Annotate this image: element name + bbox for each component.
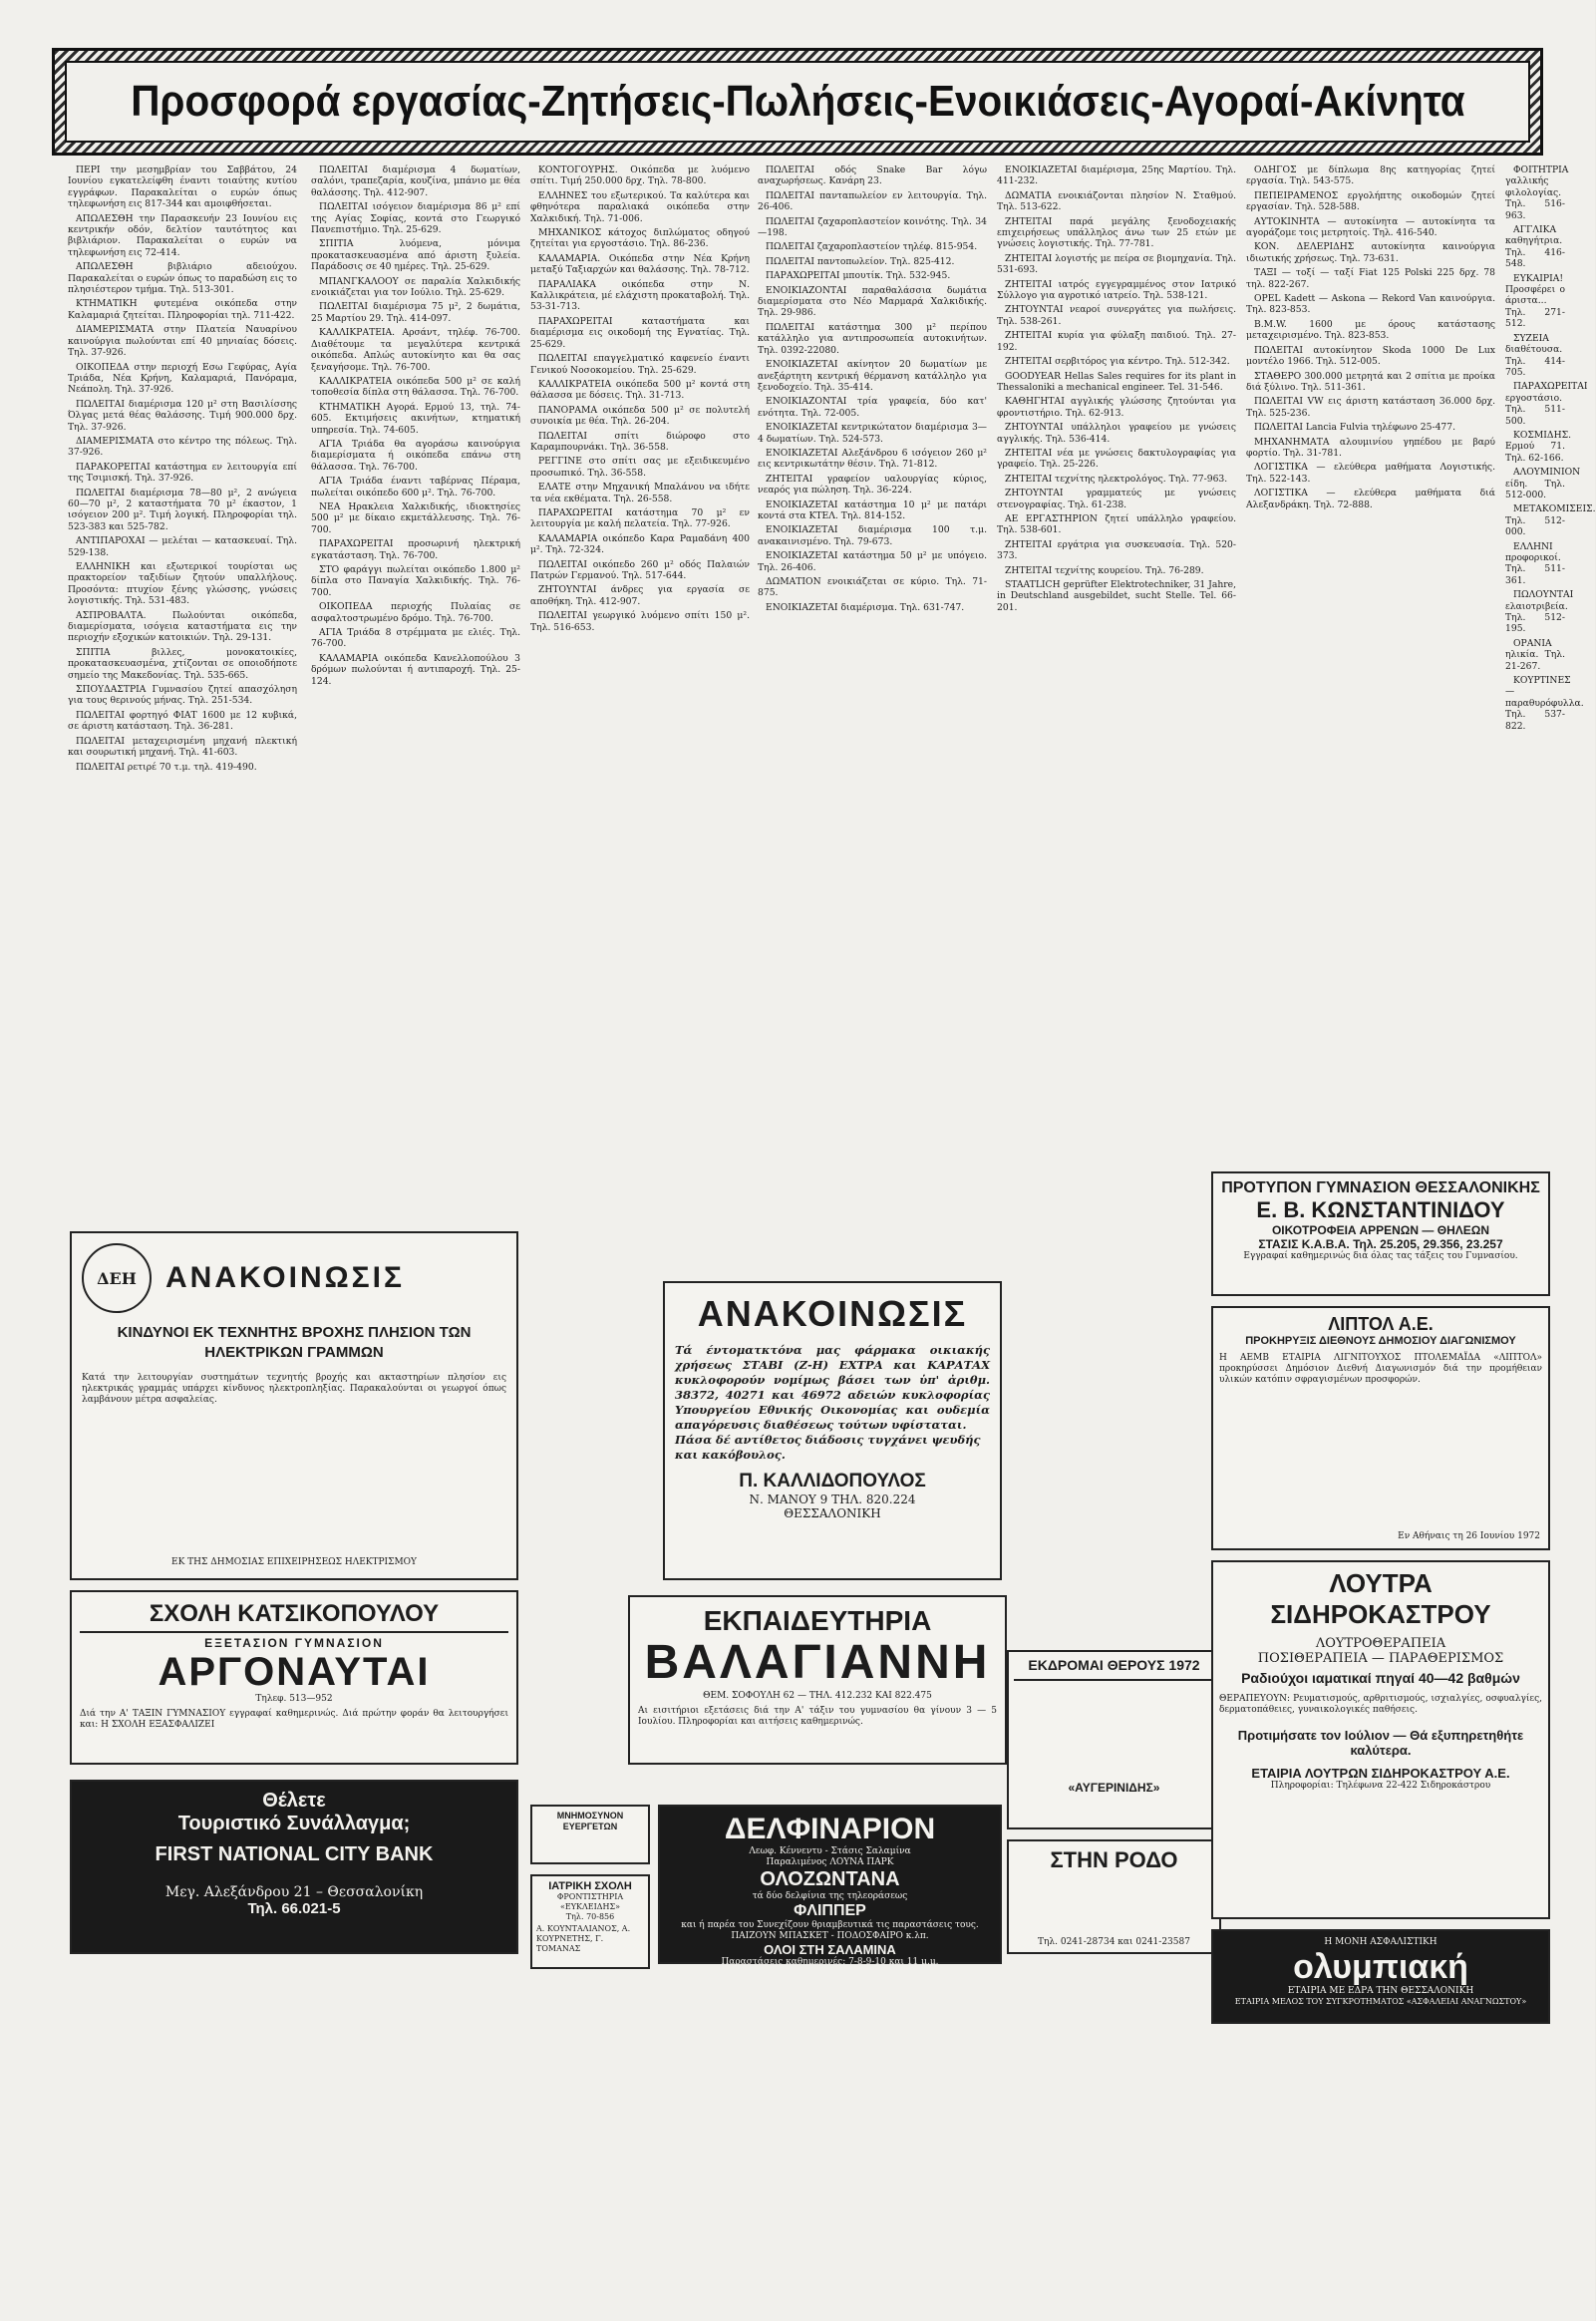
classified-ad: ΖΗΤΕΙΤΑΙ λογιστής με πείρα σε βιομηχανία. Τηλ. 531-693. [997, 252, 1236, 276]
iatriki-title: ΙΑΤΡΙΚΗ ΣΧΟΛΗ [548, 1880, 632, 1892]
classified-ad: ΠΩΛΕΙΤΑΙ ρετιρέ 70 τ.μ. τηλ. 419-490. [76, 761, 257, 773]
classified-ad: STAATLICH geprüfter Elektrotechniker, 31 Jahre, in Deutschland ausgebildet, sucht Stelle. Tel. 66-201. [997, 579, 1236, 613]
kallidopoulos-body2: Πάσα δέ αντίθετος διάδοσις τυγχάνει ψευδής και κακόβουλος. [675, 1433, 981, 1462]
classified-ad: ΚΤΗΜΑΤΙΚΗ Αγορά. Ερμού 13, τηλ. 74-605. Εκτιμήσεις ακινήτων, κτηματική υπηρεσία. Τηλ. 74-605. [311, 401, 520, 436]
classified-ad: ΠΩΛΕΙΤΑΙ πανταπωλείον εν λειτουργία. Τηλ. 26-406. [758, 189, 987, 213]
kallidopoulos-name: Π. ΚΑΛΛΙΔΟΠΟΥΛΟΣ [739, 1471, 926, 1492]
classified-ad: ΕΝΟΙΚΙΑΖΕΤΑΙ ακίνητον 20 δωματίων με ανεξάρτητη κεντρική θέρμανση κατάλληλο για ξενοδοχείο. Τηλ. 35-414. [758, 359, 987, 393]
classified-ad: ΛΟΓΙΣΤΙΚΑ — ελεύθερα μαθήματα Λογιστικής. Τηλ. 522-143. [1246, 462, 1495, 485]
kallidopoulos-city: ΘΕΣΣΑΛΟΝΙΚΗ [784, 1506, 881, 1520]
classified-ad: ΣΠΙΤΙΑ βιλλες, μονοκατοικίες, προκατασκευασμένα, χτίζονται σε οποιοδήποτε σημείο της Μακεδονίας. Τηλ. 535-665. [68, 646, 297, 681]
classified-ad: ΜΕΤΑΚΟΜΙΣΕΙΣ. Τηλ. 512-000. [1505, 503, 1596, 538]
classified-ad: ΠΩΛΕΙΤΑΙ αυτοκίνητον Skoda 1000 De Lux μοντέλο 1966. Τηλ. 512-005. [1246, 344, 1495, 368]
classified-ad: ΖΗΤΕΙΤΑΙ σερβιτόρος για κέντρο. Τηλ. 512-342. [1005, 356, 1230, 368]
classified-ad: ΣΠΟΥΔΑΣΤΡΙΑ Γυμνασίου ζητεί απασχόληση για τους θερινούς μήνας. Τηλ. 251-534. [68, 684, 297, 707]
classified-ad: ΠΑΡΑΚΟΡΕΙΤΑΙ κατάστημα εν λειτουργία επί της Τσιμισκή. Τηλ. 37-926. [68, 461, 297, 485]
bank-line2: Τουριστικό Συνάλλαγμα; [177, 1813, 411, 1834]
delfinarion-body: και ή παρέα του Συνεχίζουν θριαμβευτικά τις παραστάσεις τους. ΠΑΙΖΟΥΝ ΜΠΑΣΚΕΤ - ΠΟΔΟΣΦΑΙΡΟ κ.λπ. [681, 1920, 979, 1941]
bank-line1: Θέλετε [262, 1790, 326, 1812]
deh-logo: ΔΕΗ [82, 1243, 152, 1313]
classified-ad: ΑΓΙΑ Τριάδα 8 στρέμματα με ελιές. Τηλ. 76-700. [311, 627, 520, 650]
classified-ad: ΣΤΑΘΕΡΟ 300.000 μετρητά και 2 σπίτια με προίκα διά ξύλινο. Τηλ. 511-361. [1246, 370, 1495, 393]
school-phone: Τηλεφ. 513—952 [255, 1694, 333, 1704]
classified-ad: ΜΠΑΝΓΚΑΛΟΟΥ σε παραλία Χαλκιδικής ενοικιάζεται για τον Ιούλιο. Τηλ. 25-629. [311, 275, 520, 299]
classifieds-column-1 [68, 165, 297, 1216]
classified-ad: ΑΓΙΑ Τριάδα έναντι ταβέρνας Πέραμα, πωλείται οικόπεδο 600 μ². Τηλ. 76-700. [311, 476, 520, 498]
classified-ad: ΟΔΗΓΟΣ με δίπλωμα 8ης κατηγορίας ζητεί εργασία. Τηλ. 543-575. [1246, 165, 1495, 187]
classified-ad: ΚΤΗΜΑΤΙΚΗ φυτεμένα οικόπεδα στην Καλαμαριά ζητείται. Πληροφορίαι τηλ. 711-422. [68, 298, 297, 321]
liptol-title: ΛΙΠΤΟΛ Α.Ε. [1328, 1314, 1434, 1334]
classified-ad: ΠΑΡΑΧΩΡΕΙΤΑΙ εργοστάσιο. Τηλ. 511-500. [1505, 381, 1588, 427]
classified-ad: ΑΕ ΕΡΓΑΣΤΗΡΙΟΝ ζητεί υπάλληλο γραφείου. Τηλ. 538-601. [997, 512, 1236, 536]
classifieds-column-5 [997, 165, 1236, 1246]
school-argonautai-ad [70, 1590, 518, 1765]
classified-ad: ΟΡΑΝΙΑ ηλικία. Τηλ. 21-267. [1505, 637, 1565, 672]
classified-ad: ΖΗΤΟΥΝΤΑΙ υπάλληλοι γραφείου με γνώσεις αγγλικής. Τηλ. 536-414. [997, 422, 1236, 445]
classified-ad: ΕΛΛΗΝΙΚΗ και εξωτερικοί τουρίσται ως πρακτορείον ταξιδίων ζητούν υπαλλήλους. Προσόντα: πτυχίον ξένης γλώσσης, γνώσεις λογιστικής. Τηλ. 531-483. [68, 561, 297, 607]
classified-ad: ΠΩΛΕΙΤΑΙ κατάστημα 300 μ² περίπου κατάλληλο για αντιπροσωπεία αυτοκινήτων. Τηλ. 0392-22080. [758, 321, 987, 356]
olympiaki-name: ολυμπιακή [1293, 1948, 1468, 1986]
classified-ad: B.M.W. 1600 με όρους κατάστασης μεταχειρισμένο. Τηλ. 823-853. [1246, 318, 1495, 342]
classified-ad: ΚΑΛΑΜΑΡΙΑ οικόπεδα Κανελλοπούλου 3 δρόμων πωλούνται ή αντιπαροχή. Τηλ. 25-124. [311, 652, 520, 687]
rhodes-ad [1007, 1839, 1221, 1954]
classified-ad: ΜΗΧΑΝΗΜΑΤΑ αλουμινίου γηπέδου με βαρύ φορτίο. Τηλ. 31-781. [1246, 436, 1495, 459]
classified-ad: ΖΗΤΟΥΝΤΑΙ γραμματεύς με γνώσεις στενογραφίας. Τηλ. 61-238. [997, 488, 1236, 510]
deh-title: ΑΝΑΚΟΙΝΩΣΙΣ [165, 1261, 406, 1294]
classified-ad: ΔΙΑΜΕΡΙΣΜΑΤΑ στο κέντρο της πόλεως. Τηλ. 37-926. [68, 435, 297, 459]
classified-ad: ΕΝΟΙΚΙΑΖΕΤΑΙ διαμέρισμα. Τηλ. 631-747. [766, 601, 965, 613]
iatriki-teachers: Α. ΚΟΥΝΤΑΛΙΑΝΟΣ, Α. ΚΟΥΡΝΕΤΗΣ, Γ. ΤΟΜΑΝΑΣ [536, 1924, 631, 1953]
classified-ad: ΠΑΡΑΧΩΡΕΙΤΑΙ προσωρινή ηλεκτρική εγκατάσταση. Τηλ. 76-700. [311, 538, 520, 561]
olympiaki-footer: ΕΤΑΙΡΙΑ ΜΕΛΟΣ ΤΟΥ ΣΥΓΚΡΟΤΗΜΑΤΟΣ «ΑΣΦΑΛΕΙΑΙ ΑΝΑΓΝΩΣΤΟΥ» [1234, 1997, 1527, 2006]
classifieds-banner [52, 48, 1543, 156]
classified-ad: ΑΓΙΑ Τριάδα θα αγοράσω καινούργια διαμερίσματα ή οικόπεδα επάνω στη θάλασσα. Τηλ. 76-700. [311, 438, 520, 473]
classified-ad: ΖΗΤΕΙΤΑΙ τεχνίτης κουρείου. Τηλ. 76-289. [1005, 564, 1204, 576]
classified-ad: ΠΑΡΑΧΩΡΕΙΤΑΙ κατάστημα 70 μ² εν λειτουργία με καλή πελατεία. Τηλ. 77-926. [530, 506, 750, 530]
deh-footer: ΕΚ ΤΗΣ ΔΗΜΟΣΙΑΣ ΕΠΙΧΕΙΡΗΣΕΩΣ ΗΛΕΚΤΡΙΣΜΟΥ [171, 1557, 417, 1567]
classified-ad: ΖΗΤΕΙΤΑΙ ιατρός εγγεγραμμένος στον Ιατρικό Σύλλογο για αγροτικό ιατρείο. Τηλ. 538-121. [997, 278, 1236, 302]
classified-ad: ΤΑΞΙ — τοξί — ταξί Fiat 125 Polski 225 δρχ. 78 τηλ. 822-267. [1246, 267, 1495, 290]
classified-ad: ΕΛΛΗΝΙ προφορικοί. Τηλ. 511-361. [1505, 540, 1565, 586]
classified-ad: ΚΟΣΜΙΔΗΣ. Ερμού 71. Τηλ. 62-166. [1505, 429, 1571, 464]
valagianni-address: ΘΕΜ. ΣΟΦΟΥΛΗ 62 — ΤΗΛ. 412.232 ΚΑΙ 822.475 [703, 1691, 932, 1701]
classified-ad: ΕΝΟΙΚΙΑΖΟΝΤΑΙ παραθαλάσσια δωμάτια διαμερίσματα στο Νέο Μαρμαρά Χαλκιδικής. Τηλ. 29-986. [758, 284, 987, 319]
bank-address: Μεγ. Αλεξάνδρου 21 – Θεσσαλονίκη [164, 1884, 424, 1900]
deh-subtitle: ΚΙΝΔΥΝΟΙ ΕΚ ΤΕΧΝΗΤΗΣ ΒΡΟΧΗΣ ΠΛΗΣΙΟΝ ΤΩΝ ΗΛΕΚΤΡΙΚΩΝ ΓΡΑΜΜΩΝ [117, 1324, 472, 1361]
classified-ad: ΦΟΙΤΗΤΡΙΑ γαλλικής φιλολογίας. Τηλ. 516-963. [1505, 165, 1569, 221]
loutra-company: ΕΤΑΙΡΙΑ ΛΟΥΤΡΩΝ ΣΙΔΗΡΟΚΑΣΤΡΟΥ Α.Ε. [1251, 1766, 1510, 1781]
loutra-phone: Πληροφορίαι: Τηλέφωνα 22-422 Σιδηροκάστρου [1270, 1781, 1491, 1791]
classified-ad: ΚΑΛΑΜΑΡΙΑ οικόπεδο Καρα Ραμαδάνη 400 μ². Τηλ. 72-324. [530, 532, 750, 556]
deh-body: Κατά την λειτουργίαν συστημάτων τεχνητής βροχής και ακταστηρίων πλησίον εις ηλεκτρικάς γραμμάς υπάρχει κίνδυνος ηλεκτροπληξίας. Παρακαλούνται οι γεωργοί όπως λαμβάνουν μέτρα ασφαλείας. [82, 1373, 506, 1405]
classified-ad: ΖΗΤΕΙΤΑΙ νέα με γνώσεις δακτυλογραφίας για γραφείο. Τηλ. 25-226. [997, 447, 1236, 471]
classifieds-column-3 [530, 165, 750, 1241]
iatriki-subtitle: ΦΡΟΝΤΙΣΤΗΡΙΑ «ΕΥΚΛΕΙΔΗΣ» [556, 1892, 624, 1911]
loutra-subtitle2: ΠΟΣΙΘΕΡΑΠΕΙΑ — ΠΑΡΑΘΕΡΙΣΜΟΣ [1257, 1651, 1504, 1666]
ekdromai-ad [1007, 1650, 1221, 1829]
ekdromai-agency: «ΑΥΓΕΡΙΝΙΔΗΣ» [1068, 1781, 1160, 1795]
classified-ad: ΖΗΤΕΙΤΑΙ τεχνίτης ηλεκτρολόγος. Τηλ. 77-963. [1005, 473, 1228, 485]
valagianni-body: Αι εισιτήριοι εξετάσεις διά την Α' τάξιν του γυμνασίου θα γίνουν 3 — 5 Ιουλίου. Πληροφορίαι και αιτήσεις καθημερινώς. [638, 1706, 997, 1727]
ekdromai-title: ΕΚΔΡΟΜΑΙ ΘΕΡΟΥΣ 1972 [1028, 1657, 1200, 1673]
loutra-subtitle: ΛΟΥΤΡΟΘΕΡΑΠΕΙΑ [1315, 1636, 1446, 1651]
delfinarion-ad [658, 1805, 1002, 1967]
gymnasion-subtitle: ΟΙΚΟΤΡΟΦΕΙΑ ΑΡΡΕΝΩΝ — ΘΗΛΕΩΝ [1271, 1223, 1490, 1237]
mnimosynon-title: ΜΝΗΜΟΣΥΝΟΝ ΕΥΕΡΓΕΤΩΝ [556, 1811, 624, 1831]
classified-ad: ΑΓΓΛΙΚΑ καθηγήτρια. Τηλ. 416-548. [1505, 224, 1565, 270]
classified-ad: ΠΩΛΕΙΤΑΙ ισόγειον διαμέρισμα 86 μ² επί της Αγίας Σοφίας, κοντά στο Γεωργικό Πανεπιστήμιο. Τηλ. 25-629. [311, 201, 520, 236]
classified-ad: ΔΩΜΑΤΙΟΝ ενοικιάζεται σε κύριο. Τηλ. 71-875. [758, 576, 987, 599]
classified-ad: ΣΠΙΤΙΑ λυόμενα, μόνιμα προκατασκευασμένα από άριστη ξυλεία. Παράδοσις σε 40 ημέρες. Τηλ. 25-629. [311, 238, 520, 273]
classified-ad: ΠΕΡΙ την μεσημβρίαν του Σαββάτου, 24 Ιουνίου εγκατελείφθη έναντι τοιαύτης κυτίου εγγράφων. Παρακαλείται ο ευρών όπως τηλεφωνήση εις 817-344 και αμοιφθήσεται. [68, 165, 297, 210]
loutra-body: ΘΕΡΑΠΕΥΟΥΝ: Ρευματισμούς, αρθριτισμούς, ισχιαλγίες, οσφυαλγίες, δερματοπάθειες, γυναικολογικές παθήσεις. [1219, 1694, 1542, 1715]
classifieds-column-4 [758, 165, 987, 1201]
banner-title: Προσφορά εργασίας-Ζητήσεις-Πωλήσεις-Ενοικιάσεις-Αγοραί-Ακίνητα [130, 77, 1465, 126]
kallidopoulos-title: ΑΝΑΚΟΙΝΩΣΙΣ [697, 1293, 968, 1334]
classified-ad: ΑΠΩΛΕΣΘΗ βιβλιάριο αδειούχου. Παρακαλείται ο ευρών όπως το παραδώση εις το πλησιέστερον τμήμα. Τηλ. 513-301. [68, 261, 297, 296]
classified-ad: ΑΝΤΙΠΑΡΟΧΑΙ — μελέται — κατασκευαί. Τηλ. 529-138. [68, 535, 297, 558]
rhodes-phone: Τηλ. 0241-28734 και 0241-23587 [1038, 1937, 1190, 1947]
classified-ad: ΣΥΖΕΙΑ διαθέτουσα. Τηλ. 414-705. [1505, 332, 1565, 378]
olympiaki-line2: ΕΤΑΙΡΙΑ ΜΕ ΕΔΡΑ ΤΗΝ ΘΕΣΣΑΛΟΝΙΚΗ [1287, 1986, 1474, 1996]
classified-ad: ΚΑΛΛΙΚΡΑΤΕΙΑ οικόπεδα 500 μ² σε καλή τοποθεσία δίπλα στη θάλασσα. Τηλ. 76-700. [311, 375, 520, 399]
gymnasion-name: Ε. Β. ΚΩΝΣΤΑΝΤΙΝΙΔΟΥ [1256, 1197, 1505, 1222]
school-subtitle: ΕΞΕΤΑΣΙΟΝ ΓΥΜΝΑΣΙΟΝ [204, 1636, 384, 1650]
loutra-sidirokastrou-ad [1211, 1560, 1550, 1919]
classified-ad: ΖΗΤΕΙΤΑΙ εργάτρια για συσκευασία. Τηλ. 520-373. [997, 538, 1236, 562]
valagianni-ad [628, 1595, 1007, 1765]
olympiaki-line1: Η ΜΟΝΗ ΑΣΦΑΛΙΣΤΙΚΗ [1324, 1937, 1437, 1947]
protypon-gymnasion-ad [1211, 1171, 1550, 1296]
classified-ad: ΚΟΥΡΤΙΝΕΣ — παραθυρόφυλλα. Τηλ. 537-822. [1505, 675, 1584, 732]
classified-ad: ΠΩΛΕΙΤΑΙ ζαχαροπλαστείον τηλέφ. 815-954. [766, 241, 978, 253]
rhodes-title: ΣΤΗΝ ΡΟΔΟ [1050, 1847, 1178, 1872]
classified-ad: ΠΩΛΕΙΤΑΙ Lancia Fulvia τηλέφωνο 25-477. [1254, 422, 1456, 434]
classified-ad: ΕΝΟΙΚΙΑΖΕΤΑΙ διαμέρισμα, 25ης Μαρτίου. Τηλ. 411-232. [997, 165, 1236, 187]
classified-ad: OPEL Kadett — Askona — Rekord Van καινούργια. Τηλ. 823-853. [1246, 293, 1495, 316]
classified-ad: ΖΗΤΟΥΝΤΑΙ νεαροί συνεργάτες για πωλήσεις. Τηλ. 538-261. [997, 304, 1236, 327]
liptol-date: Εν Αθήναις τη 26 Ιουνίου 1972 [1398, 1531, 1540, 1541]
valagianni-line2: ΒΑΛΑΓΙΑΝΝΗ [644, 1636, 991, 1689]
classified-ad: ΠΩΛΕΙΤΑΙ γεωργικό λυόμενο σπίτι 150 μ². Τηλ. 516-653. [530, 610, 750, 633]
classified-ad: ΚΑΛΛΙΚΡΑΤΕΙΑ οικόπεδα 500 μ² κοντά στη θάλασσα με δόσεις. Τηλ. 31-713. [530, 378, 750, 402]
classified-ad: ΔΙΑΜΕΡΙΣΜΑΤΑ στην Πλατεία Ναυαρίνου καινούργια πωλούνται επί 40 μηνιαίας δόσεις. Τηλ. 37-926. [68, 324, 297, 359]
classified-ad: ΚΑΛΛΙΚΡΑΤΕΙΑ. Αρσάντ, τηλέφ. 76-700. Διαθέτουμε τα μεγαλύτερα κεντρικά οικόπεδα. Απλώς αυτοκίνητο και θα σας ξεναγήσομε. Τηλ. 76-700. [311, 327, 520, 373]
classified-ad: ΠΩΛΕΙΤΑΙ διαμέρισμα 4 δωματίων, σαλόνι, τραπεζαρία, κουζίνα, μπάνιο με θέα θαλάσσης. Τηλ. 412-907. [311, 165, 520, 198]
classified-ad: ΕΝΟΙΚΙΑΖΕΤΑΙ κατάστημα 50 μ² με υπόγειο. Τηλ. 26-406. [758, 550, 987, 573]
classified-ad: ΠΩΛΕΙΤΑΙ μεταχειρισμένη μηχανή πλεκτική και σουρωτική μηχανή. Τηλ. 41-603. [68, 735, 297, 759]
deh-announcement [70, 1231, 518, 1580]
gymnasion-body: Εγγραφαί καθημερινώς διά όλας τας τάξεις του Γυμνασίου. [1243, 1251, 1518, 1261]
classified-ad: ΠΩΛΕΙΤΑΙ φορτηγό ΦΙΑΤ 1600 με 12 κυβικά, σε άριστη κατάσταση. Τηλ. 36-281. [68, 709, 297, 733]
classified-ad: ΠΑΡΑΧΩΡΕΙΤΑΙ καταστήματα και διαμέρισμα εις οικοδομή της Εγνατίας. Τηλ. 25-629. [530, 315, 750, 350]
classified-ad: ΣΤΟ φαράγγι πωλείται οικόπεδο 1.800 μ² δίπλα στο Παναγία Χαλκιδικής. Τηλ. 76-700. [311, 564, 520, 598]
gymnasion-phones: ΣΤΑΣΙΣ Κ.Α.Β.Α. Τηλ. 25.205, 29.356, 23.257 [1258, 1237, 1503, 1251]
classified-ad: ΕΝΟΙΚΙΑΖΕΤΑΙ Αλεξάνδρου 6 ισόγειον 260 μ² εις κεντρικωτάτην θέσιν. Τηλ. 71-812. [758, 447, 987, 471]
classifieds-column-6 [1246, 165, 1495, 1196]
kallidopoulos-body: Τά έντοματκτόνα μας φάρμακα οικιακής χρήσεως ΣΤΑΒΙ (Ζ-Η) ΕΧΤΡΑ και ΚΑΡΑΤΑΧ κυκλοφορούν νομίμως βάσει των ὑπ' ἀριθμ. 38372, 40271 και 46972 αδειών κυκλοφορίας Υπουργείου Εθνικής Οικονομίας και ουδεμία απαγόρευσις διαθέσεως τούτων υφίσταται. [675, 1343, 990, 1432]
classified-ad: ΠΑΡΑΛΙΑΚΑ οικόπεδα στην Ν. Καλλικράτεια, μέ ελάχιστη προκαταβολή. Τηλ. 53-31-713. [530, 278, 750, 313]
classified-ad: ΚΟΝΤΟΓΟΥΡΗΣ. Οικόπεδα με λυόμενο σπίτι. Τιμή 250.000 δρχ. Τηλ. 78-800. [530, 165, 750, 187]
classified-ad: ΠΑΡΑΧΩΡΕΙΤΑΙ μπουτίκ. Τηλ. 532-945. [766, 270, 951, 282]
classified-ad: ΕΛΛΗΝΕΣ του εξωτερικού. Τα καλύτερα και φθηνότερα παραλιακά οικόπεδα στην Χαλκιδική. Τηλ. 71-006. [530, 189, 750, 224]
classified-ad: ΟΙΚΟΠΕΔΑ στην περιοχή Εσω Γεφύρας, Αγία Τριάδα, Νέα Κρήνη, Καλαμαριά, Πανόραμα, Νεάπολη. Τηλ. 37-926. [68, 361, 297, 396]
kallidopoulos-announcement [663, 1281, 1002, 1580]
classified-ad: ΕΝΟΙΚΙΑΖΟΝΤΑΙ τρία γραφεία, δύο κατ' ενότητα. Τηλ. 72-005. [758, 396, 987, 419]
classified-ad: ΠΩΛΕΙΤΑΙ VW εις άριστη κατάσταση 36.000 δρχ. Τηλ. 525-236. [1246, 396, 1495, 419]
delfinarion-title: ΔΕΛΦΙΝΑΡΙΟΝ [724, 1813, 936, 1845]
delfinarion-address: Λεωφ. Κέννεντυ - Στάσις Σαλαμίνα [749, 1846, 911, 1856]
banner-inner [65, 61, 1530, 143]
delfinarion-times: Παραστάσεις καθημερινές: 7-8-9-10 και 11 μ.μ. [721, 1957, 939, 1967]
classified-ad: ΜΗΧΑΝΙΚΟΣ κάτοχος διπλώματος οδηγού ζητείται για εργοστάσιο. Τηλ. 86-236. [530, 227, 750, 250]
school-title: ΣΧΟΛΗ ΚΑΤΣΙΚΟΠΟΥΛΟΥ [80, 1600, 508, 1633]
classified-ad: ΚΟΝ. ΔΕΛΕΡΙΔΗΣ αυτοκίνητα καινούργια ιδιωτικής χρήσεως. Τηλ. 73-631. [1246, 241, 1495, 264]
liptol-ad [1211, 1306, 1550, 1550]
classified-ad: ΑΣΠΡΟΒΑΛΤΑ. Πωλούνται οικόπεδα, διαμερίσματα, ισόγεια καταστήματα εις την περιοχήν εξοχικών κατοικιών. Τηλ. 29-131. [68, 609, 297, 644]
classified-ad: ΕΝΟΙΚΙΑΖΕΤΑΙ κεντρικώτατον διαμέρισμα 3—4 δωματίων. Τηλ. 524-573. [758, 422, 987, 445]
classified-ad: ΠΩΛΕΙΤΑΙ οδός Snake Bar λόγω αναχωρήσεως. Κανάρη 23. [758, 165, 987, 187]
classified-ad: ΠΩΛΟΥΝΤΑΙ ελαιοτριβεία. Τηλ. 512-195. [1505, 589, 1574, 635]
classified-ad: ΚΑΘΗΓΗΤΑΙ αγγλικής γλώσσης ζητούνται για φροντιστήριο. Τηλ. 62-913. [997, 396, 1236, 419]
classified-ad: ΝΕΑ Ηρακλεια Χαλκιδικής, ιδιοκτησίες 500 μ² με δίκαιο εκμετάλλευσης. Τηλ. 76-700. [311, 500, 520, 535]
olympiaki-insurance-ad [1211, 1929, 1550, 2024]
classified-ad: ΕΥΚΑΙΡΙΑ! Προσφέρει ο άριστα... Τηλ. 271-512. [1505, 272, 1565, 330]
delfinarion-flipper: ΦΛΙΠΠΕΡ [794, 1902, 866, 1919]
classified-ad: ΖΗΤΕΙΤΑΙ γραφείον υαλουργίας κύριος, νεαρός για πώληση. Τηλ. 36-224. [758, 473, 987, 497]
iatriki-phone: Τηλ. 70-856 [565, 1912, 615, 1921]
classified-ad: ΠΑΝΟΡΑΜΑ οικόπεδα 500 μ² σε πολυτελή συνοικία με θέα. Τηλ. 26-204. [530, 404, 750, 428]
delfinarion-line: ΟΛΟΖΩΝΤΑΝΑ [760, 1868, 900, 1890]
classified-ad: ΑΛΟΥΜΙΝΙΟΝ είδη. Τηλ. 512-000. [1505, 467, 1581, 500]
loutra-note: Προτιμήσατε τον Ιούλιον — Θά εξυπηρετηθήτε καλύτερα. [1237, 1728, 1524, 1758]
classified-ad: ΖΗΤΟΥΝΤΑΙ άνδρες για εργασία σε αποθήκη. Τηλ. 412-907. [530, 584, 750, 607]
classified-ad: ΛΟΓΙΣΤΙΚΑ — ελεύθερα μαθήματα διά Αλεξανδράκη. Τηλ. 72-888. [1246, 488, 1495, 510]
classified-ad: ΠΩΛΕΙΤΑΙ οικόπεδο 260 μ² οδός Παλαιών Πατρών Γερμανού. Τηλ. 517-644. [530, 558, 750, 581]
classified-ad: ΠΩΛΕΙΤΑΙ επαγγελματικό καφενείο έναντι Γενικού Νοσοκομείου. Τηλ. 25-629. [530, 353, 750, 376]
classified-ad: ΕΝΟΙΚΙΑΖΕΤΑΙ διαμέρισμα 100 τ.μ. ανακαινισμένο. Τηλ. 79-673. [758, 524, 987, 547]
classified-ad: ΠΩΛΕΙΤΑΙ ζαχαροπλαστείον κοινότης. Τηλ. 34—198. [758, 215, 987, 239]
classified-ad: ΚΑΛΑΜΑΡΙΑ. Οικόπεδα στην Νέα Κρήνη μεταξύ Ταξιαρχών και θαλάσσης. Τηλ. 78-712. [530, 252, 750, 276]
classified-ad: ΕΝΟΙΚΙΑΖΕΤΑΙ κατάστημα 10 μ² με πατάρι κοντά στα ΚΤΕΛ. Τηλ. 814-152. [758, 498, 987, 521]
classified-ad: ΠΕΠΕΙΡΑΜΕΝΟΣ εργολήπτης οικοδομών ζητεί εργασίαν. Τηλ. 528-588. [1246, 189, 1495, 213]
liptol-subtitle: ΠΡΟΚΗΡΥΞΙΣ ΔΙΕΘΝΟΥΣ ΔΗΜΟΣΙΟΥ ΔΙΑΓΩΝΙΣΜΟΥ [1245, 1335, 1516, 1347]
classifieds-column-2 [311, 165, 520, 1216]
bank-name: FIRST NATIONAL CITY BANK [155, 1843, 434, 1865]
gymnasion-title: ΠΡΟΤΥΠΟΝ ΓΥΜΝΑΣΙΟΝ ΘΕΣΣΑΛΟΝΙΚΗΣ [1221, 1179, 1540, 1196]
classified-ad: ΖΗΤΕΙΤΑΙ κυρία για φύλαξη παιδιού. Τηλ. 27-192. [997, 330, 1236, 353]
school-name: ΑΡΓΟΝΑΥΤΑΙ [158, 1650, 431, 1694]
loutra-title: ΛΟΥΤΡΑ ΣΙΔΗΡΟΚΑΣΤΡΟΥ [1270, 1568, 1491, 1629]
classified-ad: ΠΩΛΕΙΤΑΙ διαμέρισμα 78—80 μ², 2 ανώγεια 60—70 μ², 2 καταστήματα 70 μ² έκαστον, 1 ισόγειον 200 μ². Τιμή λογική. Πληροφορίαι τηλ. 523-383 και 525-782. [68, 487, 297, 532]
liptol-body: Η ΑΕΜΒ ΕΤΑΙΡΙΑ ΛΙΓΝΙΤΟΥΧΟΣ ΠΤΟΛΕΜΑΪΔΑ «ΛΙΠΤΟΛ» προκηρύσσει Δημόσιον Διεθνή Διαγωνισμόν διά την προμήθειαν υλικών κατόπιν σφραγισμένων προσφορών. [1219, 1353, 1542, 1385]
classified-ad: ΠΩΛΕΙΤΑΙ σπίτι διώροφο στο Καραμπουρνάκι. Τηλ. 36-558. [530, 430, 750, 453]
delfinarion-line2: τά δύο δελφίνια της τηλεοράσεως [752, 1891, 908, 1901]
delfinarion-footer: ΟΛΟΙ ΣΤΗ ΣΑΛΑΜΙΝΑ [764, 1942, 896, 1957]
classified-ad: ΠΩΛΕΙΤΑΙ διαμέρισμα 75 μ², 2 δωμάτια, 25 Μαρτίου 29. Τηλ. 414-097. [311, 301, 520, 324]
classified-ad: ΠΩΛΕΙΤΑΙ παντοπωλείον. Τηλ. 825-412. [766, 255, 955, 267]
first-national-city-bank-ad [70, 1780, 518, 1954]
delfinarion-subtitle: Παραλιμένος ΛΟΥΝΑ ΠΑΡΚ [766, 1857, 894, 1867]
classified-ad: ΑΠΩΛΕΣΘΗ την Παρασκευήν 23 Ιουνίου εις κεντρικήν οδόν, δελτίον ταυτότητος και βιβλιάριον. Παρακαλείται ο ευρών να τηλεφωνήση εις 72-414. [68, 212, 297, 258]
classified-ad: ΔΩΜΑΤΙΑ ενοικιάζονται πλησίον Ν. Σταθμού. Τηλ. 513-622. [997, 189, 1236, 213]
loutra-line: Ραδιούχοι ιαματικαί πηγαί 40—42 βαθμών [1241, 1670, 1520, 1686]
classified-ad: ΖΗΤΕΙΤΑΙ παρά μεγάλης ξενοδοχειακής επιχειρήσεως υπάλληλος άνω των 25 ετών με γνώσεις λογιστικής. Τηλ. 77-781. [997, 215, 1236, 250]
classified-ad: ΟΙΚΟΠΕΔΑ περιοχής Πυλαίας σε ασφαλτοστρωμένο δρόμο. Τηλ. 76-700. [311, 601, 520, 624]
school-body: Διά την Α' ΤΑΞΙΝ ΓΥΜΝΑΣΙΟΥ εγγραφαί καθημερινώς. Διά πρώτην φοράν θα λειτουργήσει και: Η ΣΧΟΛΗ ΕΞΑΣΦΑΛΙΖΕΙ [80, 1709, 508, 1730]
classified-ad: ΑΥΤΟΚΙΝΗΤΑ — αυτοκίνητα — αυτοκίνητα τα αγοράζομε τοις μετρητοίς. Τηλ. 416-540. [1246, 215, 1495, 239]
iatriki-ad [530, 1874, 650, 1969]
ekdromai-divider [1014, 1679, 1214, 1681]
mnimosynon-box [530, 1805, 650, 1864]
classified-ad: ΕΛΑΤΕ στην Μηχανική Μπαλάνου να ιδήτε τα νέα εκθέματα. Τηλ. 26-558. [530, 482, 750, 504]
classified-ad: ΠΩΛΕΙΤΑΙ διαμέρισμα 120 μ² στη Βασιλίσσης Όλγας μετά θέας θαλάσσης. Τιμή 900.000 δρχ. Τηλ. 37-926. [68, 398, 297, 433]
classified-ad: ΡΕΓΓΙΝΕ στο σπίτι σας με εξειδικευμένο προσωπικό. Τηλ. 36-558. [530, 456, 750, 479]
valagianni-line1: ΕΚΠΑΙΔΕΥΤΗΡΙΑ [703, 1605, 932, 1636]
classified-ad: GOODYEAR Hellas Sales requires for its plant in Thessaloniki a mechanical engineer. Tel. 31-546. [997, 370, 1236, 393]
kallidopoulos-address: Ν. ΜΑΝΟΥ 9 ΤΗΛ. 820.224 [749, 1492, 916, 1506]
bank-phone: Τηλ. 66.021-5 [247, 1900, 341, 1917]
